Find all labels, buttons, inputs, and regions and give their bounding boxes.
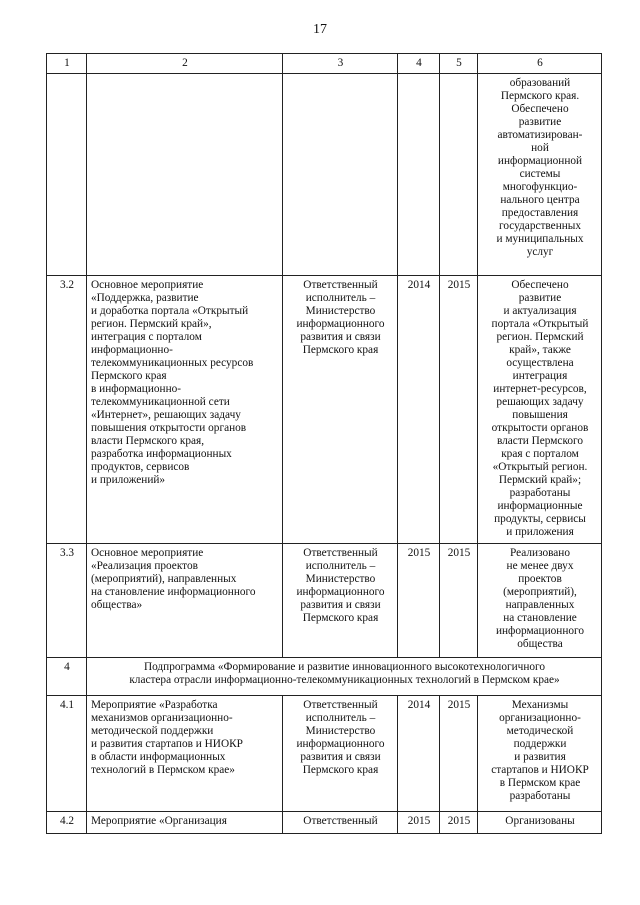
page-number: 17 [313, 22, 327, 37]
cell-num: 4.1 [47, 696, 87, 812]
cell-empty [283, 74, 398, 276]
cell-end-year: 2015 [440, 696, 478, 812]
cell-num: 4.2 [47, 812, 87, 834]
cell-start-year: 2014 [398, 696, 440, 812]
header-col-1: 1 [47, 54, 87, 74]
header-col-3: 3 [283, 54, 398, 74]
header-col-6: 6 [478, 54, 602, 74]
cell-name: Мероприятие «Разработка механизмов организационно- методической поддержки и развития стартапов и НИОКР в области информационных технологий в Пермском крае» [87, 696, 283, 812]
cell-executor: Ответственный исполнитель – Министерство информационного развития и связи Пермского края [283, 696, 398, 812]
header-col-4: 4 [398, 54, 440, 74]
cell-start-year: 2014 [398, 276, 440, 544]
cell-name: Основное мероприятие «Реализация проектов (мероприятий), направленных на становление информационного общества» [87, 544, 283, 658]
measures-table [46, 53, 602, 834]
cell-empty [440, 74, 478, 276]
cell-executor: Ответственный [283, 812, 398, 834]
cell-executor: Ответственный исполнитель – Министерство информационного развития и связи Пермского края [283, 544, 398, 658]
cell-name: Основное мероприятие «Поддержка, развитие и доработка портала «Открытый регион. Пермский край», интеграция с порталом информационно- телекоммуникационных ресурсов Пермского края в информационно- телекоммуникационной сети «Интернет», решающих задачу повышения открытости органов власти Пермского края, разработка информационных продуктов, сервисов и приложений» [87, 276, 283, 544]
cell-empty [47, 74, 87, 276]
cell-end-year: 2015 [440, 544, 478, 658]
cell-result: Организованы [478, 812, 602, 834]
table-row-3-2 [47, 276, 602, 544]
subprogram-title: Подпрограмма «Формирование и развитие инновационного высокотехнологичного кластера отрасли информационно-телекоммуникационных технологий в Пермском крае» [87, 658, 602, 696]
cell-name: Мероприятие «Организация [87, 812, 283, 834]
cell-result: Обеспечено развитие и актуализация портала «Открытый регион. Пермский край», также осуществлена интеграция интернет-ресурсов, решающих задачу повышения открытости органов власти Пермского края с порталом «Открытый регион. Пермский край»; разработаны информационные продукты, сервисы и приложения [478, 276, 602, 544]
header-col-5: 5 [440, 54, 478, 74]
cell-result: Механизмы организационно- методической поддержки и развития стартапов и НИОКР в Пермском крае разработаны [478, 696, 602, 812]
cell-empty [398, 74, 440, 276]
cell-empty [87, 74, 283, 276]
table-row-4-2 [47, 812, 602, 834]
cell-executor: Ответственный исполнитель – Министерство информационного развития и связи Пермского края [283, 276, 398, 544]
table-row-subprogram [47, 658, 602, 696]
cell-result: Реализовано не менее двух проектов (мероприятий), направленных на становление информационного общества [478, 544, 602, 658]
cell-start-year: 2015 [398, 544, 440, 658]
cell-start-year: 2015 [398, 812, 440, 834]
table-row-3-3 [47, 544, 602, 658]
header-row [47, 54, 602, 74]
cell-end-year: 2015 [440, 812, 478, 834]
table-row-continuation [47, 74, 602, 276]
cell-num: 3.3 [47, 544, 87, 658]
header-col-2: 2 [87, 54, 283, 74]
cell-num: 4 [47, 658, 87, 696]
cell-num: 3.2 [47, 276, 87, 544]
table-row-4-1 [47, 696, 602, 812]
cell-result: образований Пермского края. Обеспечено развитие автоматизирован- ной информационной системы многофункцио- нального центра предоставления государственных и муниципальных услуг [478, 74, 602, 276]
cell-end-year: 2015 [440, 276, 478, 544]
